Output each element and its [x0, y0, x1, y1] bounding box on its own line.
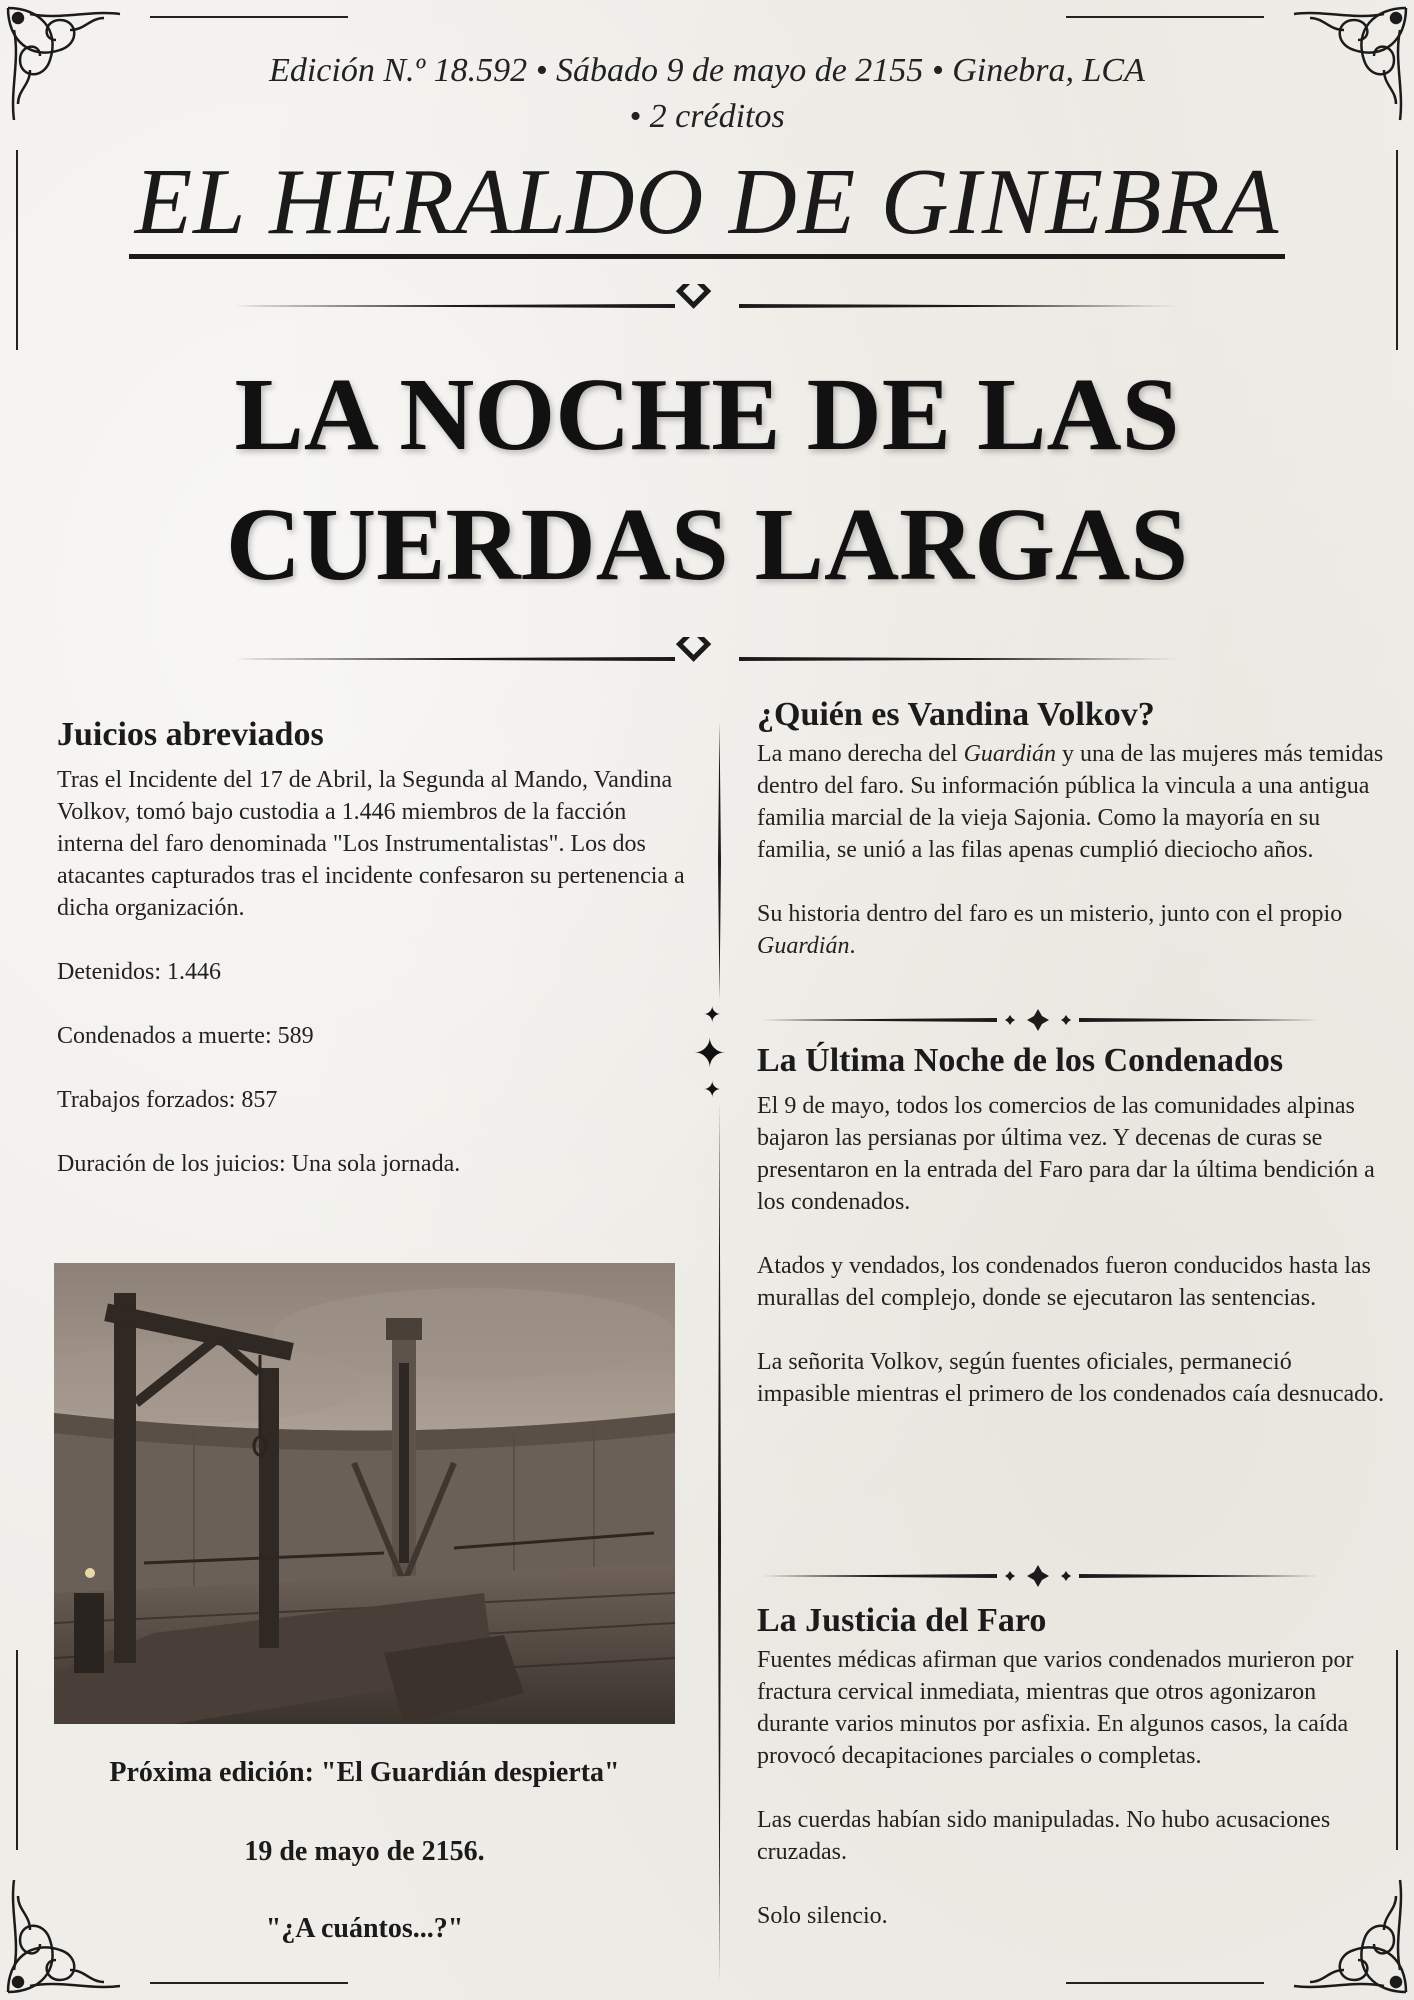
- diamond-divider-bottom: [235, 637, 1179, 681]
- volkov-p2-text: Su historia dentro del faro es un misterio, junto con el propio: [757, 901, 1343, 927]
- ornament-divider-2: [757, 1561, 1319, 1591]
- justice-section: [757, 1598, 1387, 1932]
- volkov-p2-text-end: .: [849, 933, 856, 959]
- night-section: [757, 1038, 1387, 1410]
- section-heading-volkov: ¿Quién es Vandina Volkov?: [757, 696, 1155, 733]
- justice-paragraph-1: Fuentes médicas afirman que varios condenados murieron por fractura cervical inmediata, mientras que otros agonizaron durante varios minutos por asfixia. En algunos casos, la caída provocó decapitaciones parciales o completas.: [757, 1647, 1354, 1769]
- next-edition-label: Próxima edición: "El Guardián despierta": [109, 1757, 620, 1788]
- edition-price: • 2 créditos: [629, 98, 785, 135]
- frame-line-bottom-left: [150, 1982, 348, 1984]
- headline-line-1: LA NOCHE DE LAS: [234, 357, 1180, 472]
- frame-line-left-bottom: [16, 1650, 18, 1850]
- newspaper-title-text: EL HERALDO DE GINEBRA: [129, 150, 1286, 259]
- gallows-photo: [54, 1263, 675, 1724]
- section-heading-justice: La Justicia del Faro: [757, 1602, 1047, 1639]
- night-paragraph-3: La señorita Volkov, según fuentes oficiales, permaneció impasible mientras el primero de los condenados caía desnucado.: [757, 1349, 1385, 1407]
- ornament-divider-1: [757, 1005, 1319, 1035]
- section-heading-night: La Última Noche de los Condenados: [757, 1042, 1284, 1079]
- volkov-p2-emphasis: Guardián: [757, 933, 850, 959]
- section-heading-juicios: Juicios abreviados: [57, 716, 324, 753]
- diamond-divider-top: [235, 284, 1179, 328]
- stat-duracion: Duración de los juicios: Una sola jornada.: [57, 1151, 461, 1177]
- justice-paragraph-2: Las cuerdas habían sido manipuladas. No hubo acusaciones cruzadas.: [757, 1807, 1331, 1865]
- juicios-intro: Tras el Incidente del 17 de Abril, la Segunda al Mando, Vandina Volkov, tomó bajo custodia a 1.446 miembros de la facción interna del faro denominada "Los Instrumentalistas". Los dos atacantes capturados tras el incidente confesaron su pertenencia a dicha organización.: [57, 767, 685, 921]
- next-edition-teaser: "¿A cuántos...?": [265, 1913, 464, 1944]
- volkov-p1-emphasis: Guardián: [963, 741, 1057, 767]
- right-column: [757, 692, 1387, 962]
- volkov-paragraph-2: [757, 898, 1387, 962]
- stat-trabajos: Trabajos forzados: 857: [57, 1087, 278, 1113]
- edition-info: Edición N.º 18.592 • Sábado 9 de mayo de 2155 • Ginebra, LCA: [269, 52, 1145, 89]
- volkov-p1-text: La mano derecha del: [757, 741, 964, 767]
- left-column: [57, 712, 687, 1180]
- frame-line-top-left: [150, 16, 348, 18]
- night-paragraph-1: El 9 de mayo, todos los comercios de las comunidades alpinas bajaron las persianas por última vez. Y decenas de curas se presentaron en la entrada del Faro para dar la última bendición a los condenados.: [757, 1093, 1375, 1215]
- night-paragraph-2: Atados y vendados, los condenados fueron conducidos hasta las murallas del complejo, donde se ejecutaron las sentencias.: [757, 1253, 1371, 1311]
- volkov-paragraph-1: [757, 738, 1387, 866]
- frame-line-top-right: [1066, 16, 1264, 18]
- sparkle-icon: ✦: [693, 1031, 727, 1076]
- main-headline: [0, 350, 1414, 610]
- frame-line-right-bottom: [1396, 1650, 1398, 1850]
- volkov-p1-text-end: y una de las mujeres más temidas dentro del faro. Su información pública la vincula a una antigua familia marcial de la vieja Sajonia. Como la mayoría en su familia, se unió a las filas apenas cumplió dieciocho años.: [757, 741, 1384, 863]
- sparkle-icon: ✦: [703, 1077, 722, 1102]
- stat-detenidos: Detenidos: 1.446: [57, 959, 221, 985]
- next-edition-date: 19 de mayo de 2156.: [244, 1836, 485, 1867]
- sparkle-icon: ✦: [703, 1002, 722, 1027]
- frame-line-bottom-right: [1066, 1982, 1264, 1984]
- stat-condenados: Condenados a muerte: 589: [57, 1023, 314, 1049]
- justice-paragraph-3: Solo silencio.: [757, 1903, 888, 1929]
- newspaper-title: [0, 148, 1414, 256]
- headline-line-2: CUERDAS LARGAS: [225, 487, 1189, 602]
